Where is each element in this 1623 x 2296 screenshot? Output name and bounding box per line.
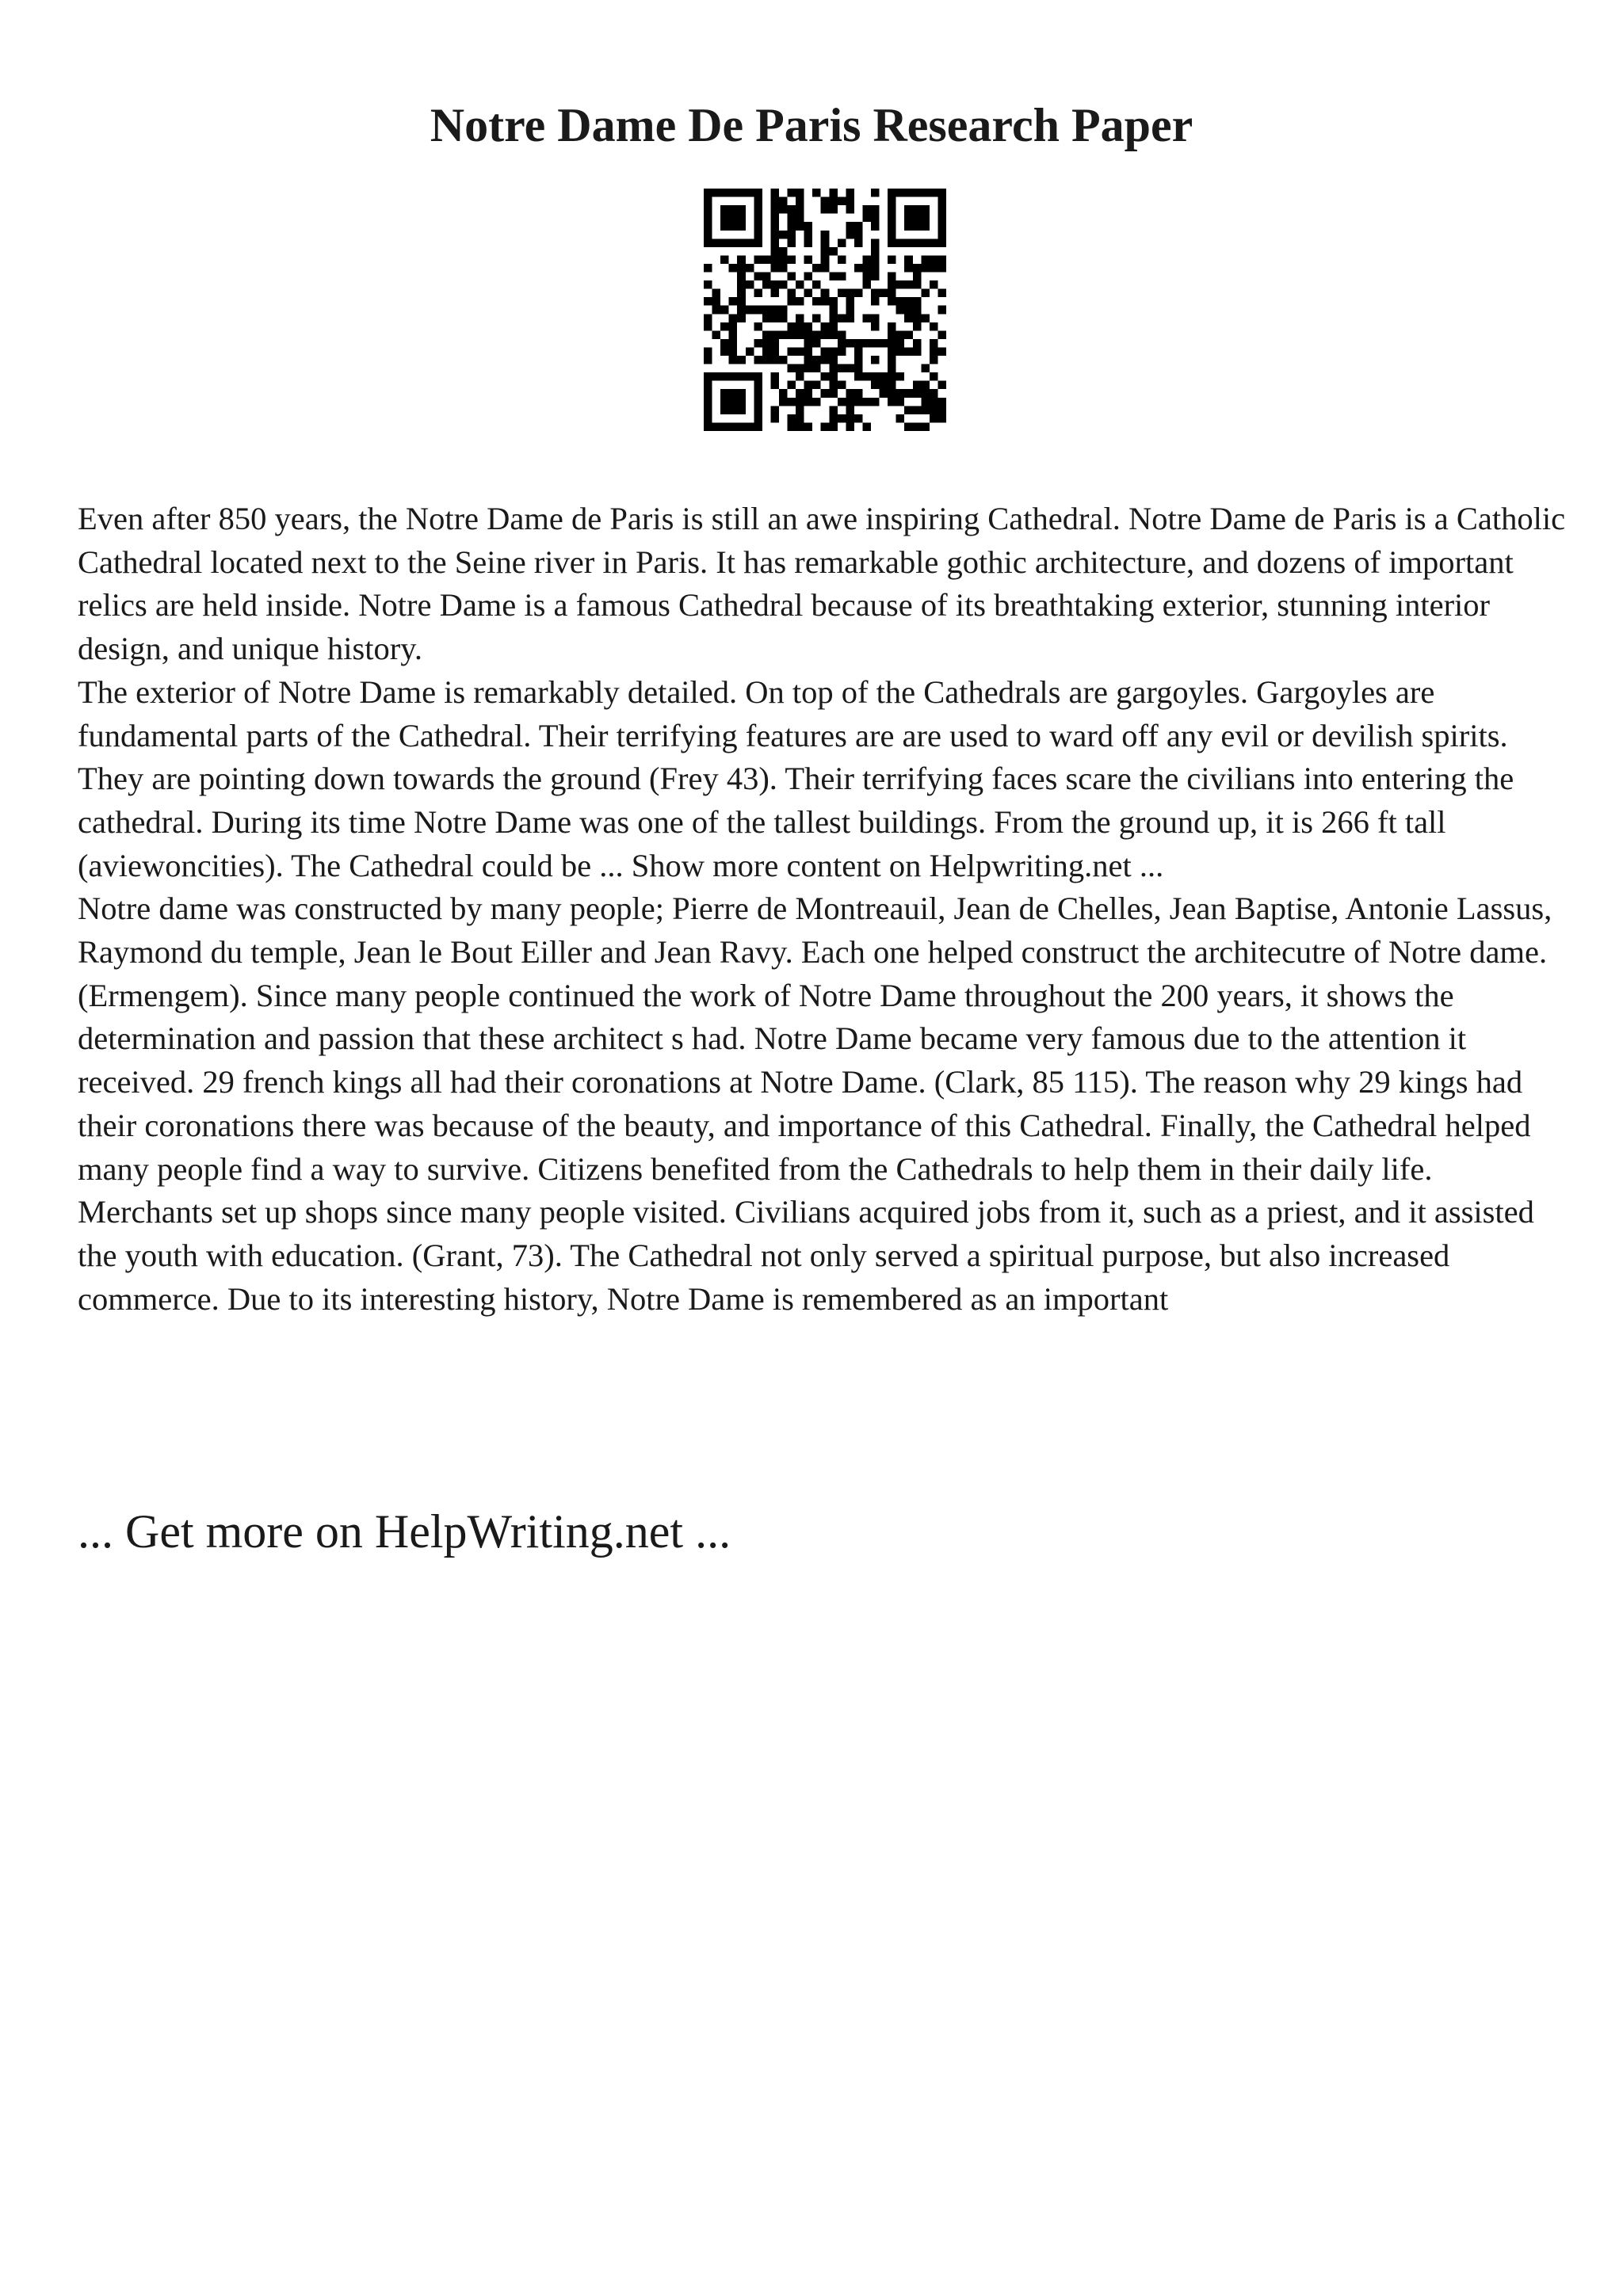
document-body [78, 498, 1568, 1321]
paragraph-history: Notre dame was constructed by many people; Pierre de Montreauil, Jean de Chelles, Jean Baptise, Antonie Lassus, Raymond du temple, Jean le Bout Eiller and Jean Ravy. Each one helped construct the architecutre of Notre dame. (Ermengem). Since many people continued the work of Notre Dame throughout the 200 years, it shows the determination and passion that these architect s had. Notre Dame became very famous due to the attention it received. 29 french kings all had their coronations at Notre Dame. (Clark, 85 115). The reason why 29 kings had their coronations there was because of the beauty, and importance of this Cathedral. Finally, the Cathedral helped many people find a way to survive. Citizens benefited from the Cathedrals to help them in their daily life. Merchants set up shops since many people visited. Civilians acquired jobs from it, such as a priest, and it assisted the youth with education. (Grant, 73). The Cathedral not only served a spiritual purpose, but also increased commerce. Due to its interesting history, Notre Dame is remembered as an important [78, 891, 1552, 1317]
page-title: Notre Dame De Paris Research Paper [430, 99, 1193, 151]
paragraph-exterior: The exterior of Notre Dame is remarkably detailed. On top of the Cathedrals are gargoyles. Gargoyles are fundamental parts of the Cathedral. Their terrifying features are are used to ward off any evil or devilish spirits. They are pointing down towards the ground (Frey 43). Their terrifying faces scare the civilians into entering the cathedral. During its time Notre Dame was one of the tallest buildings. From the ground up, it is 266 ft tall (aviewoncities). The Cathedral could be ... Show more content on Helpwriting.net ... [78, 673, 1514, 883]
paragraph-intro: Even after 850 years, the Notre Dame de Paris is still an awe inspiring Cathedral. Notre Dame de Paris is a Catholic Cathedral located next to the Seine river in Paris. It has remarkable gothic architecture, and dozens of important relics are held inside. Notre Dame is a famous Cathedral because of its breathtaking exterior, stunning interior design, and unique history. [78, 501, 1566, 667]
qr-code-icon[interactable] [704, 189, 946, 431]
qr-code-graphic [704, 189, 946, 431]
get-more-link[interactable]: ... Get more on HelpWriting.net ... [78, 1505, 731, 1558]
